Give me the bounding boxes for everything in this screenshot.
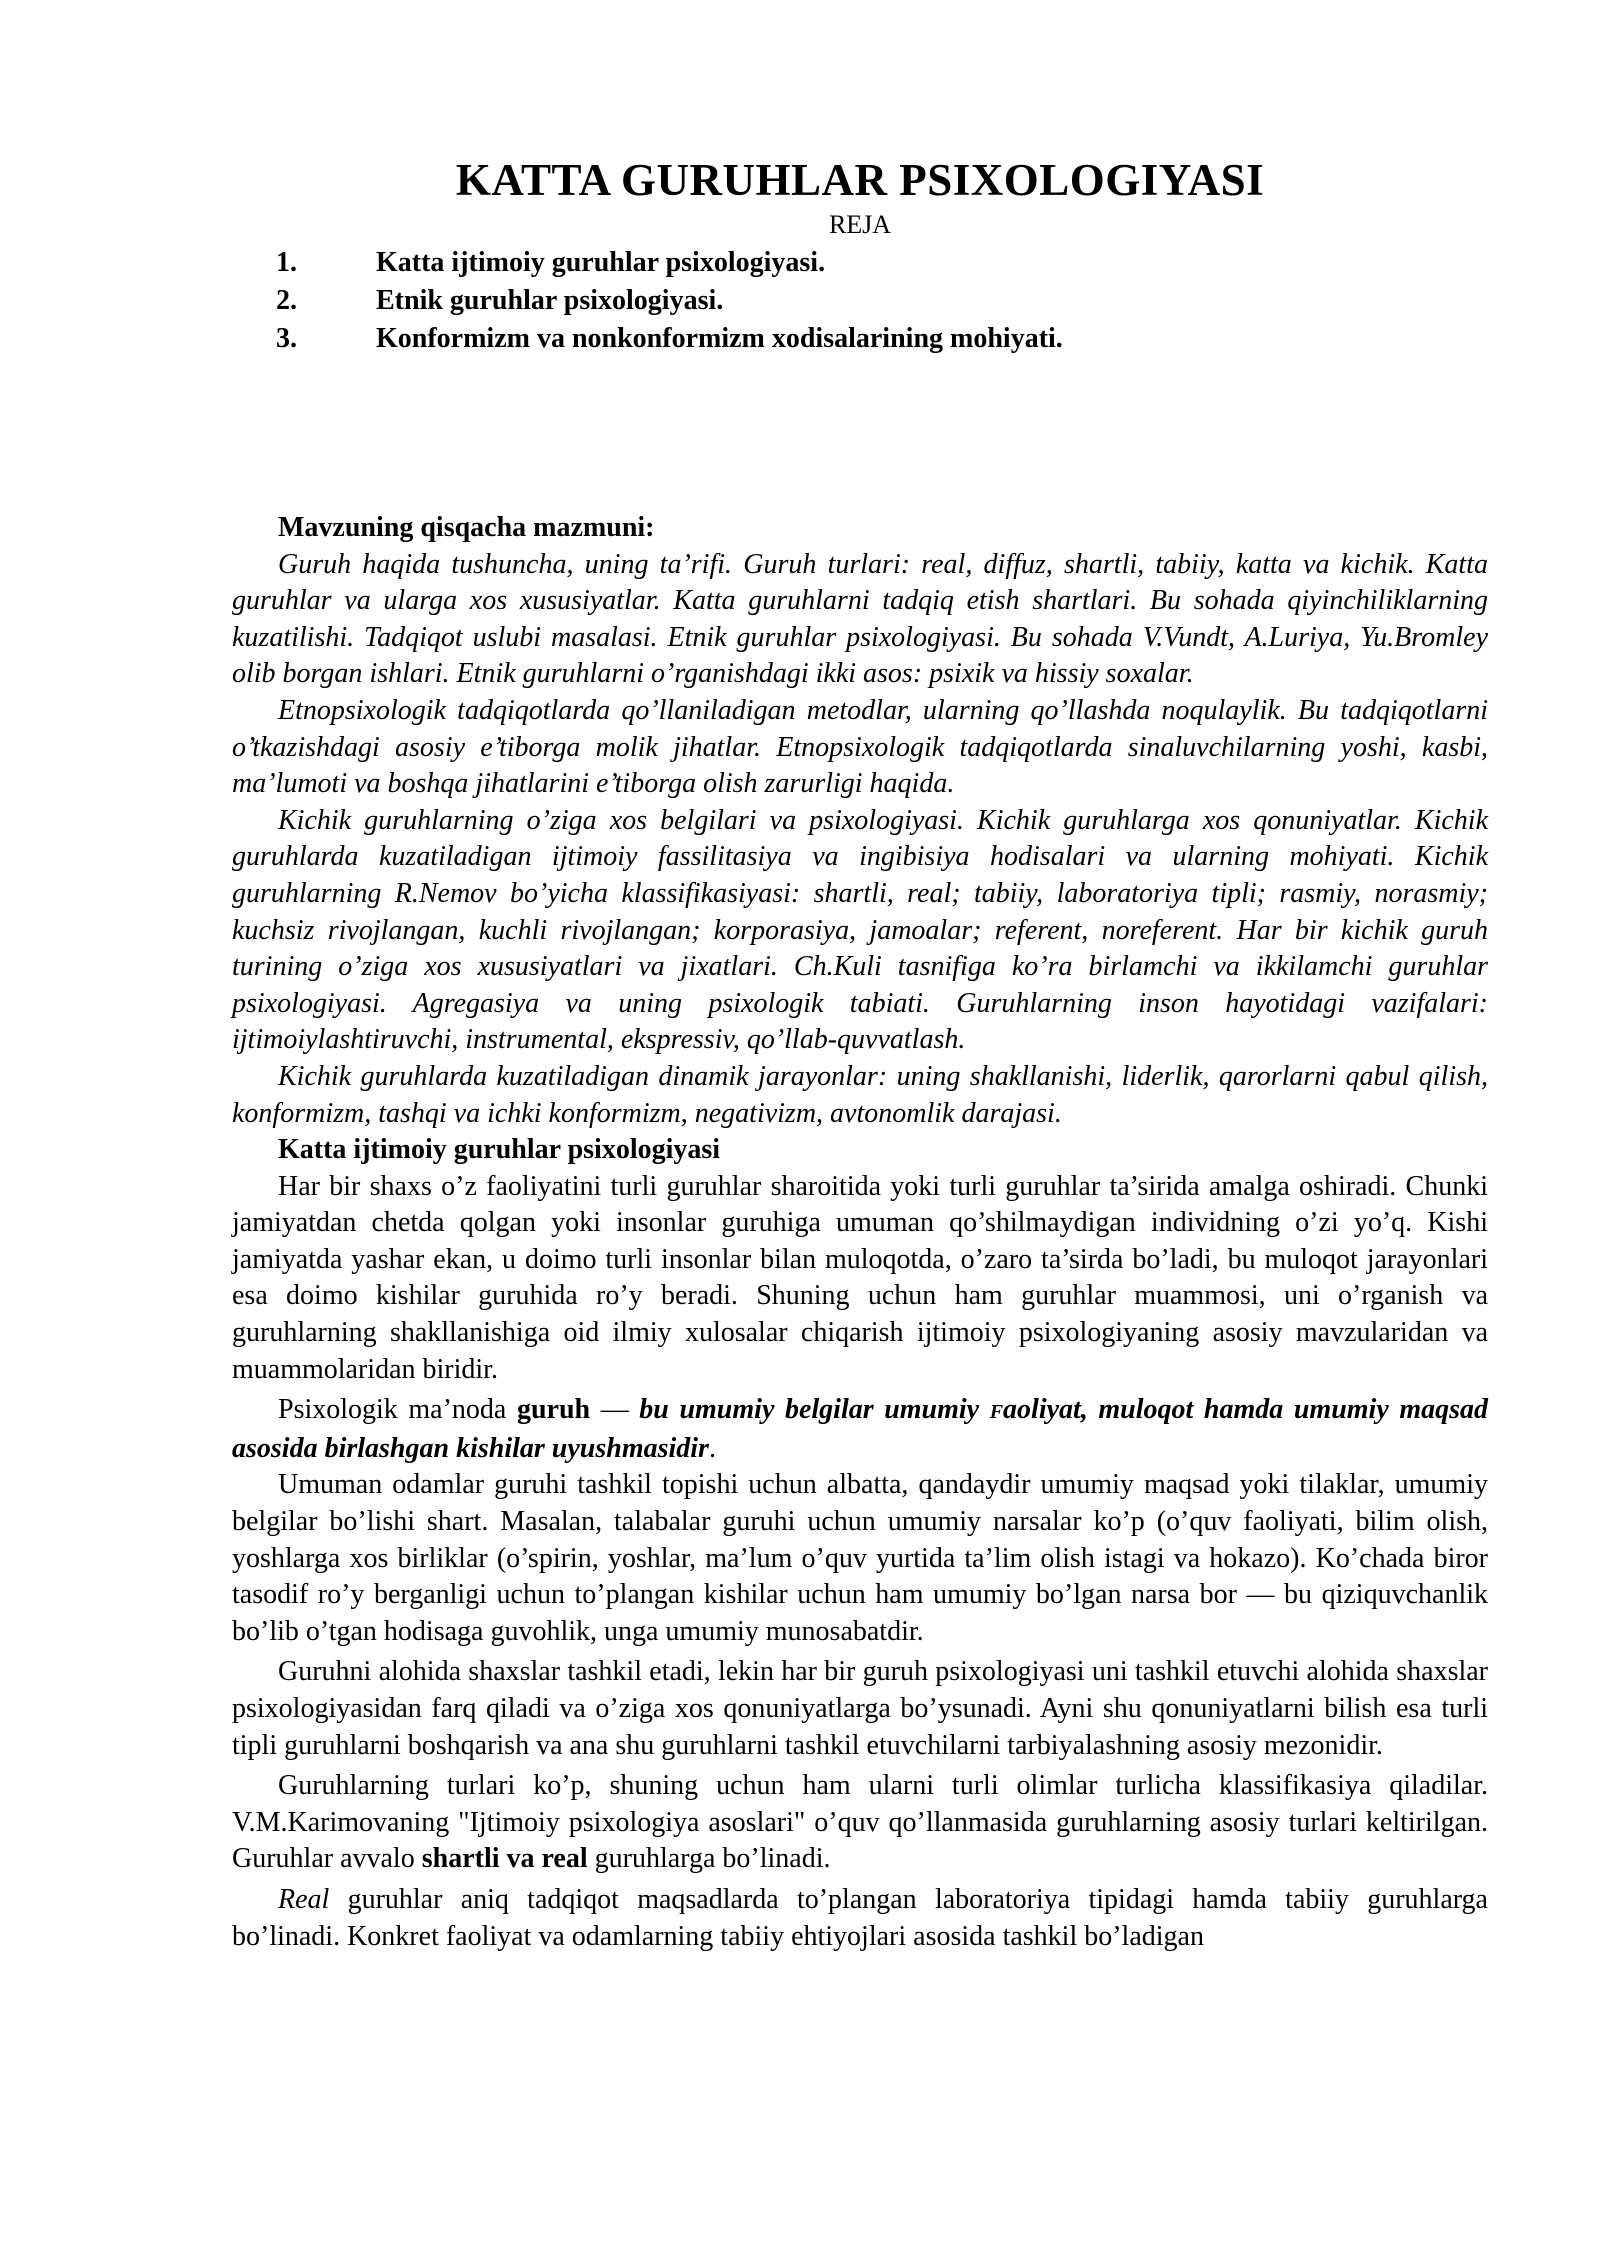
body-paragraph: Har bir shaxs o’z faoliyatini turli guruhlar sharoitida yoki turli guruhlar ta’sirida amalga oshiradi. Chunki jamiyatdan chetda qolgan yoki insonlar guruhiga umuman qo’shilmaydigan individning o’zi yo’q. Kishi jamiyatda yashar ekan, u doimo turli insonlar bilan muloqotda, o’zaro ta’sirda bo’ladi, bu muloqot jarayonlari esa doimo kishilar guruhida ro’y beradi. Shuning uchun ham guruhlar muammosi, uni o’rganish va guruhlarning shakllanishiga oid ilmiy xulosalar chiqarish ijtimoiy psixologiyaning asosiy mavzularidan va muammolaridan biridir. [232, 1170, 1488, 1385]
blank-space [232, 358, 1488, 510]
body-paragraph: Umuman odamlar guruhi tashkil topishi uchun albatta, qandaydir umumiy maqsad yoki tilaklar, umumiy belgilar bo’lishi shart. Masalan, talabalar guruhi uchun umumiy narsalar ko’p (o’quv faoliyati, bilim olish, yoshlarga xos birliklar (o’spirin, yoshlar, ma’lum o’quv yurtida ta’lim olish istagi va hokazo). Ko’chada biror tasodif ro’y berganligi uchun to’plangan kishilar uchun ham umumiy bo’lgan narsa bor — bu qiziquvchanlik bo’lib o’tgan hodisaga guvohlik, unga umumiy munosabatdir. [232, 1469, 1488, 1647]
definition-paragraph [232, 1392, 1488, 1467]
summary-paragraph: Kichik guruhlarda kuzatiladigan dinamik jarayonlar: uning shakllanishi, liderlik, qarorlarni qabul qilish, konformizm, tashqi va ichki konformizm, negativizm, avtonomlik darajasi. [232, 1060, 1488, 1129]
section-heading: Katta ijtimoiy guruhlar psixologiyasi [278, 1134, 721, 1166]
real-groups-paragraph [232, 1882, 1488, 1955]
summary-paragraph: Etnopsixologik tadqiqotlarda qo’llaniladigan metodlar, ularning qo’llashda noqulaylik. Bu tadqiqotlarni o’tkazishdagi asosiy e’tiborga molik jihatlar. Etnopsixologik tadqiqotlarda sinaluvchilarning yoshi, kasbi, ma’lumoti va boshqa jihatlarini e’tiborga olish zarurligi haqida. [232, 694, 1488, 800]
summary-paragraph: Kichik guruhlarning o’ziga xos belgilari va psixologiyasi. Kichik guruhlarga xos qonuniyatlar. Kichik guruhlarda kuzatiladigan ijtimoiy fassilitasiya va ingibisiya hodisalari va ularning mohiyati. Kichik guruhlarning R.Nemov bo’yicha klassifikasiyasi: shartli, real; tabiiy, laboratoriya tipli; rasmiy, norasmiy; kuchsiz rivojlangan, kuchli rivojlangan; korporasiya, jamoalar; referent, noreferent. Har bir kichik guruh turining o’ziga xos xususiyatlari va jixatlari. Ch.Kuli tasnifiga ko’ra birlamchi va ikkilamchi guruhlar psixologiyasi. Agregasiya va uning psixologik tabiati. Guruhlarning inson hayotidagi vazifalari: ijtimoiylashtiruvchi, instrumental, ekspressiv, qo’llab-quvvatlash. [232, 804, 1488, 1056]
plan-item [276, 244, 1488, 282]
types-text-end: guruhlarga bo’linadi. [587, 1843, 831, 1875]
plan-item-text: Etnik guruhlar psixologiyasi. [376, 285, 724, 316]
definition-text: bu umumiy belgilar umumiy [639, 1394, 990, 1426]
types-paragraph [232, 1768, 1488, 1878]
definition-lead: Psixologik ma’noda [278, 1394, 517, 1426]
plan-item-number: 1. [276, 247, 297, 278]
plan-item-number: 2. [276, 285, 297, 316]
document-page [232, 152, 1488, 1955]
real-term: Real [278, 1883, 330, 1915]
summary-paragraph: Guruh haqida tushuncha, uning ta’rifi. Guruh turlari: real, diffuz, shartli, tabiiy, katta va kichik. Katta guruhlar va ularga xos xususiyatlar. Katta guruhlarni tadqiq etish shartlari. Bu sohada qiyinchiliklarning kuzatilishi. Tadqiqot uslubi masalasi. Etnik guruhlar psixologiyasi. Bu sohada V.Vundt, A.Luriya, Yu.Bromley olib borgan ishlari. Etnik guruhlarni o’rganishdagi ikki asos: psixik va hissiy soxalar. [232, 548, 1488, 690]
plan-item-text: Konformizm va nonkonformizm xodisalarining mohiyati. [376, 323, 1063, 354]
plan-item-number: 3. [276, 323, 297, 354]
plan-list [276, 244, 1488, 358]
plan-item-text: Katta ijtimoiy guruhlar psixologiyasi. [376, 247, 826, 278]
body-paragraph: Guruhni alohida shaxslar tashkil etadi, lekin har bir guruh psixologiyasi uni tashkil etuvchi alohida shaxslar psixologiyasidan farq qiladi va o’ziga xos qonuniyatlarga bo’ysunadi. Ayni shu qonuniyatlarni bilish esa turli tipli guruhlarni boshqarish va ana shu guruhlarni tashkil etuvchilarni tarbiyalashning asosiy mezonidir. [232, 1656, 1488, 1761]
types-emphasis: shartli va real [421, 1843, 588, 1875]
definition-text-rest: aoliyat, muloqot hamda umumiy maqsad asosida birlashgan kishilar uyushmasidir [232, 1394, 1489, 1464]
real-text: guruhlar aniq tadqiqot maqsadlarda to’plangan laboratoriya tipidagi hamda tabiiy guruhlarga bo’linadi. Konkret faoliyat va odamlarning tabiiy ehtiyojlari asosida tashkil bo’ladigan [232, 1883, 1488, 1952]
definition-end: . [708, 1432, 716, 1464]
plan-item [276, 282, 1488, 320]
page-subtitle: REJA [828, 210, 892, 239]
page-title: KATTA GURUHLAR PSIXOLOGIYASI [455, 155, 1265, 205]
plan-item [276, 320, 1488, 358]
definition-letter: F [989, 1401, 1004, 1424]
types-text: Guruhlarning turlari ko’p, shuning uchun ham ularni turli olimlar turlicha klassifikasiya qiladilar. V.M.Karimovaning "Ijtimoiy psixologiya asoslari" o’quv qo’llanmasida guruhlarning asosiy turlari keltirilgan. Guruhlar avvalo [232, 1770, 1488, 1875]
definition-term: guruh [516, 1394, 591, 1426]
definition-dash: — [590, 1394, 640, 1426]
summary-heading: Mavzuning qisqacha mazmuni: [278, 512, 655, 543]
